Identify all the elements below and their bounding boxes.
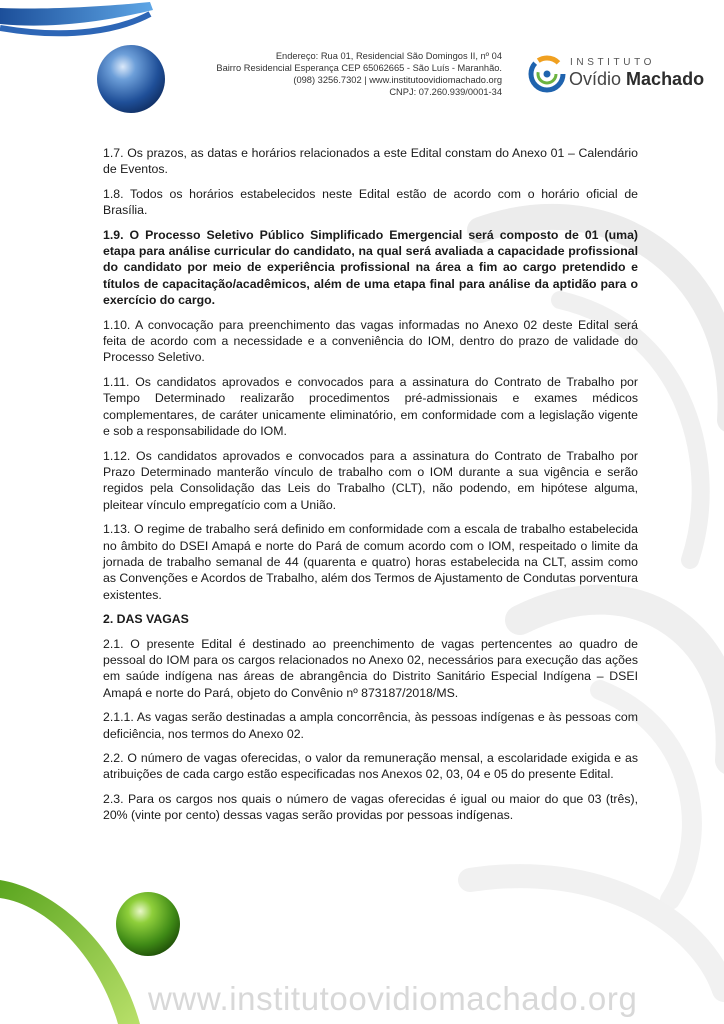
header-line: Endereço: Rua 01, Residencial São Domingos II, nº 04 xyxy=(275,51,502,61)
institute-logo xyxy=(527,50,707,100)
document-body xyxy=(103,145,638,832)
paragraph-1-13: 1.13. O regime de trabalho será definido em conformidade com a escala de trabalho estabelecida no âmbito do DSEI Amapá e norte do Pará de comum acordo com o IOM, respeitado o limite da jornada de trabalho semanal de 44 (quarenta e quatro) horas estabelecida na CLT, assim como as Convenções e Acordos de Trabalho, além dos Termos de Ajustamento de Condutas porventura existentes. xyxy=(103,522,639,602)
header-line: (098) 3256.7302 | www.institutoovidiomachado.org xyxy=(293,75,502,85)
paragraph-2-1: 2.1. O presente Edital é destinado ao preenchimento de vagas pertencentes ao quadro de pessoal do IOM para os cargos relacionados no Anexo 02, necessários para execução das ações em saúde indígena nas áreas de abrangência do Distrito Sanitário Especial Indígena – DSEI Amapá e norte do Pará, objeto do Convênio nº 873187/2018/MS. xyxy=(103,636,638,700)
paragraph-1-7: 1.7. Os prazos, as datas e horários relacionados a este Edital constam do Anexo 01 – Calendário de Eventos. xyxy=(103,146,638,177)
logo-instituto-text: INSTITUTO xyxy=(570,57,655,68)
header-line: CNPJ: 07.260.939/0001-34 xyxy=(389,87,502,97)
header-address xyxy=(150,50,502,98)
paragraph-1-9: 1.9. O Processo Seletivo Público Simplificado Emergencial será composto de 01 (uma) etapa para análise curricular do candidato, na qual será avaliada a capacidade profissional do candidato por meio de experiência profissional na área a fim ao cargo pretendido e títulos de capacitação/acadêmicos, além de uma etapa final para análise da aptidão para o exercício do cargo. xyxy=(103,227,638,308)
section-heading-vagas: 2. DAS VAGAS xyxy=(103,612,189,627)
paragraph-1-12: 1.12. Os candidatos aprovados e convocados para a assinatura do Contrato de Trabalho por Prazo Determinado manterão vínculo de trabalho com o IOM durante a sua vigência e serão regidos pela Consolidação das Leis do Trabalho (CLT), não podendo, em hipótese alguma, pleitear vínculo empregatício com a União. xyxy=(103,448,638,512)
paragraph-2-3: 2.3. Para os cargos nos quais o número de vagas oferecidas é igual ou maior do que 03 (três), 20% (vinte por cento) dessas vagas serão providas por pessoas indígenas. xyxy=(103,791,638,823)
footer-website: www.institutoovidiomachado.org xyxy=(148,980,638,1017)
paragraph-2-1-1: 2.1.1. As vagas serão destinadas a ampla concorrência, às pessoas indígenas e às pessoas com deficiência, nos termos do Anexo 02. xyxy=(103,710,638,741)
logo-name-first: Ovídio xyxy=(569,69,622,89)
paragraph-1-8: 1.8. Todos os horários estabelecidos neste Edital estão de acordo com o horário oficial de Brasília. xyxy=(103,186,638,218)
logo-name-second: Machado xyxy=(626,69,705,89)
logo-name xyxy=(569,69,704,90)
paragraph-1-10: 1.10. A convocação para preenchimento das vagas informadas no Anexo 02 deste Edital será feita de acordo com a necessidade e a conveniência do IOM, dentro do prazo de validade do Processo Seletivo. xyxy=(103,317,638,365)
logo-emblem-icon xyxy=(527,54,567,94)
paragraph-1-11: 1.11. Os candidatos aprovados e convocados para a assinatura do Contrato de Trabalho por Tempo Determinado realizarão procedimentos pré-admissionais e exames médicos complementares, de caráter unicamente eliminatório, em conformidade com a legislação vigente e sob a responsabilidade do IOM. xyxy=(103,374,638,439)
header-line: Bairro Residencial Esperança CEP 65062665 - São Luís - Maranhão. xyxy=(216,63,502,73)
paragraph-2-2: 2.2. O número de vagas oferecidas, o valor da remuneração mensal, a escolaridade exigida e as atribuições de cada cargo estão especificadas nos Anexos 02, 03, 04 e 05 do presente Edital. xyxy=(103,751,638,782)
